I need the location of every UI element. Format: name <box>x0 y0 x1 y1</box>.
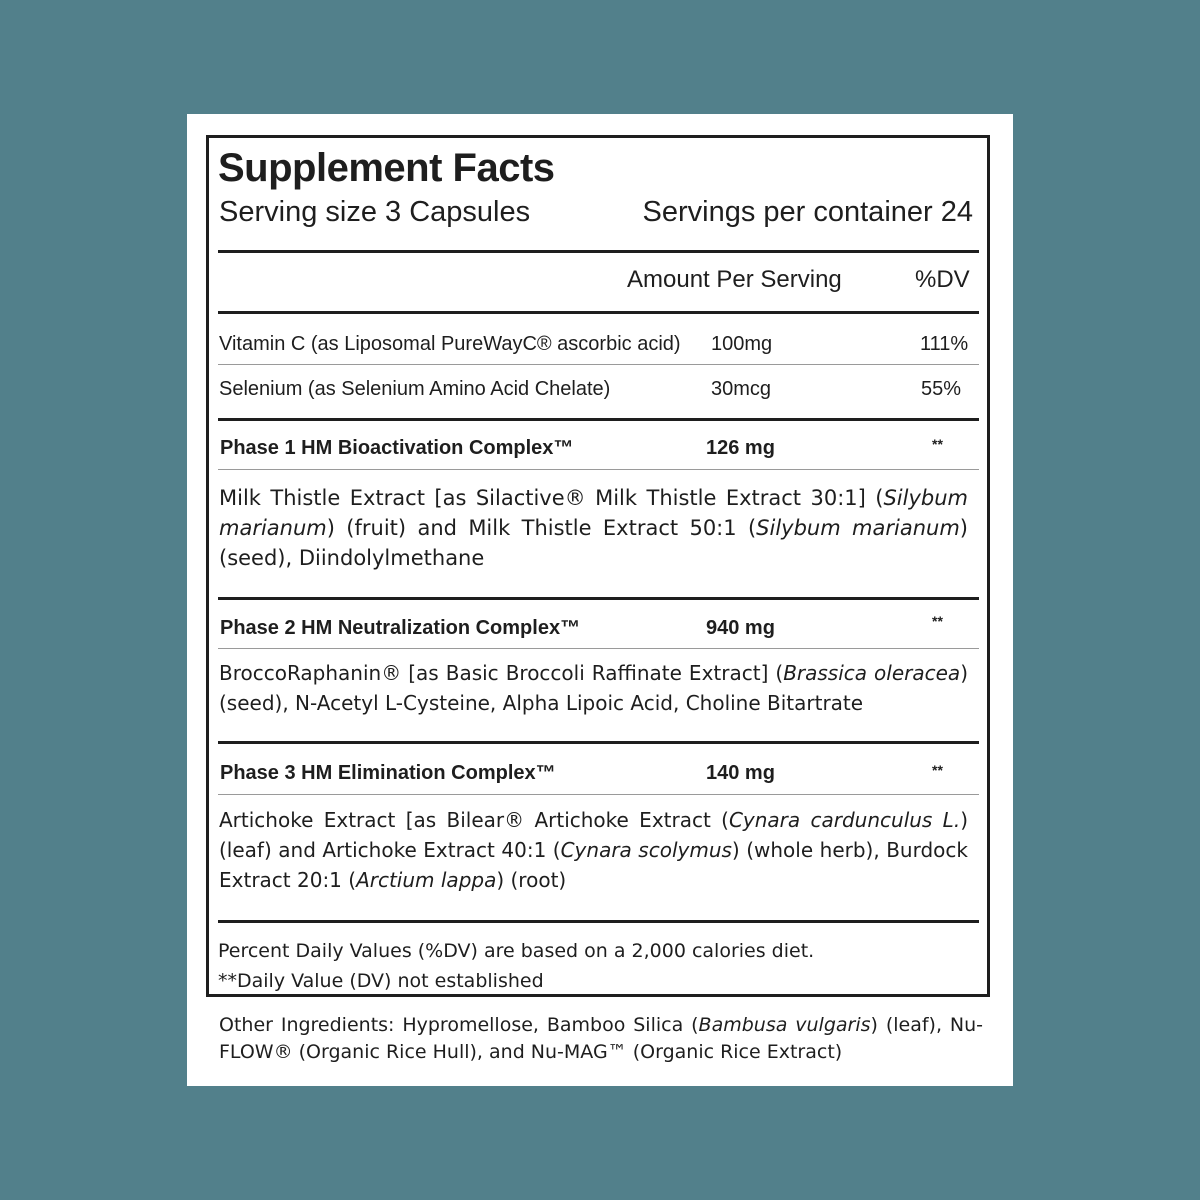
divider-rule <box>218 250 979 253</box>
footnote-dv-basis: Percent Daily Values (%DV) are based on a 2,000 calories diet. <box>218 940 815 962</box>
blend-name: Phase 2 HM Neutralization Complex™ <box>220 617 581 639</box>
blend-amount: 940 mg <box>706 617 775 639</box>
blend-dv: ** <box>932 436 943 452</box>
serving-size: Serving size 3 Capsules <box>219 196 531 228</box>
blend-name: Phase 1 HM Bioactivation Complex™ <box>220 437 574 459</box>
divider-rule <box>218 648 979 649</box>
blend-dv: ** <box>932 762 943 778</box>
divider-rule <box>218 920 979 923</box>
blend-name: Phase 3 HM Elimination Complex™ <box>220 762 556 784</box>
divider-rule <box>218 741 979 744</box>
divider-rule <box>218 469 979 470</box>
divider-rule <box>218 794 979 795</box>
nutrient-name: Selenium (as Selenium Amino Acid Chelate) <box>219 378 611 400</box>
supplement-facts-panel <box>206 135 990 997</box>
blend-amount: 126 mg <box>706 437 775 459</box>
nutrient-dv: 111% <box>920 333 969 355</box>
blend-ingredients: BroccoRaphanin® [as Basic Broccoli Raffinate Extract] (Brassica oleracea) (seed), N-Acetyl L-Cysteine, Alpha Lipoic Acid, Choline Bitartrate <box>219 661 968 715</box>
nutrient-amount: 100mg <box>711 333 773 355</box>
footnote-dv-not-established: **Daily Value (DV) not established <box>218 970 544 992</box>
nutrient-amount: 30mcg <box>711 378 772 400</box>
servings-per-container: Servings per container 24 <box>642 196 973 228</box>
nutrient-dv: 55% <box>921 378 962 400</box>
blend-dv: ** <box>932 613 943 629</box>
blend-amount: 140 mg <box>706 762 775 784</box>
nutrient-name: Vitamin C (as Liposomal PureWayC® ascorbic acid) <box>219 333 681 355</box>
divider-rule <box>218 597 979 600</box>
blend-ingredients: Artichoke Extract [as Bilear® Artichoke Extract (Cynara cardunculus L.) (leaf) and Artichoke Extract 40:1 (Cynara scolymus) (whole herb), Burdock Extract 20:1 (Arctium lappa) (root) <box>219 808 968 892</box>
divider-rule <box>218 311 979 314</box>
supplement-label-card <box>187 114 1013 1086</box>
panel-title: Supplement Facts <box>218 146 555 190</box>
column-header-amount: Amount Per Serving <box>627 266 842 293</box>
blend-ingredients: Milk Thistle Extract [as Silactive® Milk Thistle Extract 30:1] (Silybum marianum) (fruit) and Milk Thistle Extract 50:1 (Silybum marianum) (seed), Diindolylmethane <box>219 486 968 570</box>
column-header-dv: %DV <box>915 266 970 293</box>
divider-rule <box>218 364 979 365</box>
other-ingredients: Other Ingredients: Hypromellose, Bamboo Silica (Bambusa vulgaris) (leaf), Nu-FLOW® (Organic Rice Hull), and Nu-MAG™ (Organic Rice Extract) <box>219 1014 983 1063</box>
divider-rule <box>218 418 979 421</box>
